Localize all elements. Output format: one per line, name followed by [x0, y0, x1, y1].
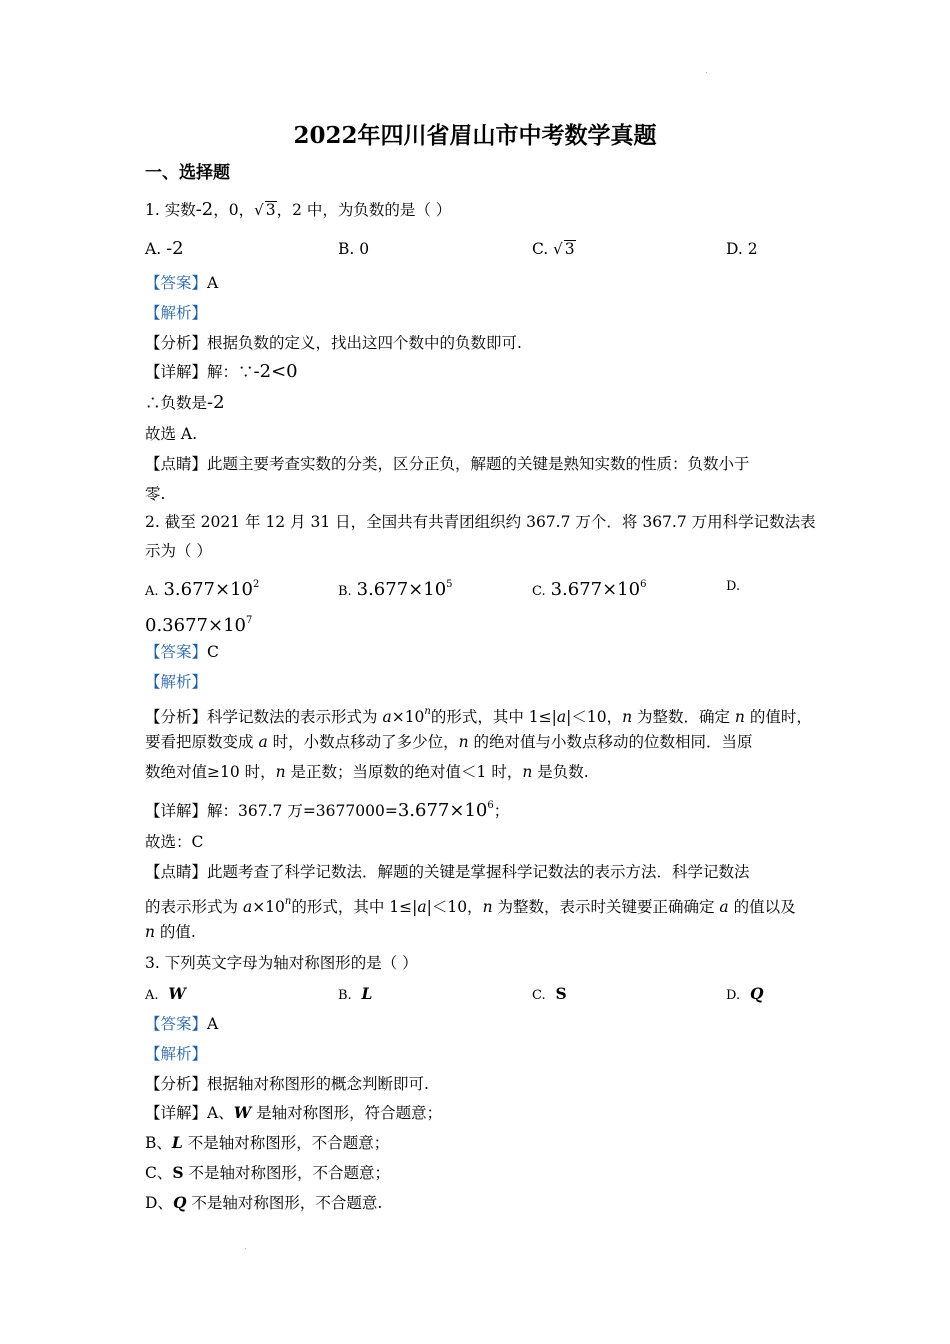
var-n: n	[284, 896, 292, 907]
q2-analysis-tag: 【解析】	[145, 673, 208, 691]
q3-option-b	[338, 984, 372, 1006]
q1-option-b: B. 0	[338, 240, 370, 258]
page-title: 2022年四川省眉山市中考数学真题	[293, 122, 657, 149]
sqrt-symbol: √	[254, 201, 264, 219]
option-value: S	[555, 984, 567, 1003]
var-n: n	[622, 708, 633, 726]
q3-detail-b	[145, 1133, 389, 1153]
q3-option-a	[145, 984, 186, 1006]
option-value: Q	[749, 984, 764, 1003]
section-heading: 一、选择题	[145, 163, 230, 183]
q1-fenxi	[145, 333, 522, 353]
option-value: 3.677×10	[550, 579, 641, 600]
option-label: A.	[145, 584, 159, 599]
q1-detail	[145, 362, 298, 382]
sqrt-radicand: 3	[265, 201, 276, 219]
text: 为整数．确定	[632, 708, 735, 726]
var-n: n	[424, 706, 431, 717]
option-label: A.	[145, 240, 167, 258]
var-a: a	[719, 898, 729, 916]
letter: W	[233, 1103, 252, 1122]
q2-fenxi	[145, 702, 812, 727]
q2-fenxi-cont	[145, 732, 753, 752]
fenxi-text: 根据负数的定义，找出这四个数中的负数即可.	[207, 334, 522, 352]
option-value: -2	[166, 238, 184, 259]
var-n: n	[458, 733, 469, 751]
text: 的值时，	[744, 708, 812, 726]
comment-text: 此题考查了科学记数法．解题的关键是掌握科学记数法的表示方法．科学记数法	[207, 863, 750, 881]
question-2-stem-cont: 示为（ ）	[145, 542, 212, 560]
q2-option-d-value	[145, 611, 252, 636]
option-exponent: 2	[253, 579, 260, 590]
sqrt-symbol: √	[553, 240, 563, 258]
option-label: A.	[145, 988, 159, 1003]
var-n: n	[275, 763, 286, 781]
text: 时，小数点移动了多少位，	[267, 733, 459, 751]
q2-detail	[145, 796, 509, 821]
detail-text: 解：367.7 万=3677000=	[207, 802, 398, 820]
q1-stem-text-c: ，2 中，为负数的是（ ）	[276, 201, 452, 219]
q1-option-c	[532, 239, 576, 259]
option-label: D.	[726, 988, 741, 1003]
option-value: L	[361, 984, 373, 1003]
detail-text: 解：∵	[207, 363, 254, 381]
fenxi-tag: 【分析】	[145, 1075, 208, 1093]
q1-therefore	[145, 393, 225, 413]
text: 的值以及	[728, 898, 796, 916]
detail-tag: 【详解】	[145, 802, 208, 820]
option-value: W	[168, 984, 186, 1003]
question-1-stem	[145, 200, 451, 220]
option-label: C.	[532, 584, 546, 599]
fenxi-tag: 【分析】	[145, 334, 208, 352]
answer-tag: 【答案】	[145, 274, 208, 292]
var-a: a	[242, 898, 253, 916]
var-n: n	[145, 923, 155, 941]
q1-analysis-tag: 【解析】	[145, 304, 208, 322]
option-value: 3.677×10	[356, 579, 447, 600]
q1-stem-text-a: 1. 实数	[145, 201, 196, 219]
text: A、	[207, 1104, 234, 1122]
answer-value: A	[207, 274, 219, 292]
detail-math: 3.677×10	[397, 800, 488, 821]
q3-detail-c	[145, 1163, 390, 1183]
fenxi-tag: 【分析】	[145, 708, 208, 726]
text: 数绝对值≥10 时，	[145, 763, 276, 781]
var-a: a	[556, 708, 567, 726]
q1-answer	[145, 273, 218, 293]
option-label: D.	[726, 579, 741, 594]
answer-tag: 【答案】	[145, 643, 208, 661]
text: 是轴对称图形，符合题意；	[251, 1104, 443, 1122]
option-label: C.	[532, 988, 546, 1003]
q2-comment-cont	[145, 892, 796, 917]
text: B、	[145, 1134, 172, 1152]
page-mark: .	[244, 1242, 247, 1251]
question-3-stem: 3. 下列英文字母为轴对称图形的是（ ）	[145, 954, 418, 972]
q2-comment	[145, 862, 750, 882]
comment-text: 此题主要考查实数的分类，区分正负，解题的关键是熟知实数的性质：负数小于	[207, 455, 750, 473]
option-label: C.	[532, 240, 554, 258]
q2-choose: 故选：C	[145, 833, 204, 851]
var-a: a	[417, 898, 427, 916]
q1-option-d: D. 2	[726, 240, 758, 258]
q2-option-b	[338, 575, 453, 602]
option-label: B.	[338, 988, 352, 1003]
text: |＜10，	[566, 708, 623, 726]
text: 是正数；当原数的绝对值＜1 时，	[285, 763, 523, 781]
detail-math: -2<0	[253, 361, 298, 382]
text: 不是轴对称图形，不合题意.	[186, 1194, 383, 1212]
q2-option-c	[532, 575, 646, 602]
text: ×10	[391, 708, 425, 726]
text: 不是轴对称图形，不合题意；	[182, 1134, 390, 1152]
q1-stem-text-b: ，0，	[213, 201, 255, 219]
q3-answer	[145, 1014, 218, 1034]
text: 为整数，表示时关键要正确确定	[492, 898, 720, 916]
sqrt-radicand: 3	[564, 240, 575, 258]
q3-analysis-tag: 【解析】	[145, 1045, 208, 1063]
q2-answer	[145, 642, 219, 662]
text: ×10	[252, 898, 285, 916]
therefore-text: ∴负数是	[145, 394, 208, 412]
detail-tag: 【详解】	[145, 363, 208, 381]
var-a: a	[258, 733, 268, 751]
option-exponent: 7	[245, 615, 253, 626]
var-a: a	[382, 708, 392, 726]
text: ；	[493, 802, 510, 820]
text: D、	[145, 1194, 173, 1212]
option-exponent: 5	[446, 579, 453, 590]
q1-choose: 故选 A.	[145, 425, 198, 443]
fenxi-text: 根据轴对称图形的概念判断即可.	[207, 1075, 429, 1093]
option-value: 0.3677×10	[145, 615, 246, 636]
letter: S	[172, 1163, 184, 1182]
q3-fenxi	[145, 1074, 429, 1094]
text: 科学记数法的表示形式为	[207, 708, 383, 726]
q2-comment-cont2	[145, 922, 196, 942]
comment-tag: 【点睛】	[145, 455, 208, 473]
q3-option-c	[532, 984, 567, 1006]
answer-value: C	[207, 643, 219, 661]
var-n: n	[734, 708, 745, 726]
text: C、	[145, 1164, 173, 1182]
text: 是负数.	[532, 763, 589, 781]
var-n: n	[482, 898, 493, 916]
text: |＜10，	[426, 898, 483, 916]
q2-option-d	[726, 575, 740, 597]
q1-neg-two: -2	[195, 199, 214, 220]
q3-option-d	[726, 984, 763, 1006]
answer-tag: 【答案】	[145, 1015, 208, 1033]
therefore-math: -2	[207, 392, 225, 413]
page-mark: .	[705, 66, 708, 75]
option-exponent: 6	[640, 579, 647, 590]
q2-option-a	[145, 575, 259, 602]
q3-detail-d	[145, 1193, 382, 1213]
q2-fenxi-cont2	[145, 762, 589, 782]
text: 的绝对值与小数点移动的位数相同．当原	[468, 733, 753, 751]
q1-option-a	[145, 239, 184, 259]
q3-detail	[145, 1103, 442, 1123]
letter: Q	[172, 1193, 187, 1212]
text: 的形式，其中 1≤|	[291, 898, 418, 916]
question-2-stem: 2. 截至 2021 年 12 月 31 日，全国共有共青团组织约 367.7 万个．将 367.7 万用科学记数法表	[145, 513, 816, 531]
detail-tag: 【详解】	[145, 1104, 208, 1122]
text: 的值.	[154, 923, 196, 941]
var-n: n	[522, 763, 533, 781]
text: 不是轴对称图形，不合题意；	[183, 1164, 391, 1182]
letter: L	[171, 1133, 183, 1152]
comment-tag: 【点睛】	[145, 863, 208, 881]
text: 的表示形式为	[145, 898, 243, 916]
q1-comment-cont: 零.	[145, 485, 166, 503]
detail-exponent: 6	[487, 800, 494, 811]
text: 要看把原数变成	[145, 733, 259, 751]
option-value: 3.677×10	[163, 579, 253, 600]
text: 的形式，其中 1≤|	[430, 708, 557, 726]
answer-value: A	[207, 1015, 219, 1033]
q1-comment	[145, 454, 750, 474]
option-label: B.	[338, 584, 352, 599]
